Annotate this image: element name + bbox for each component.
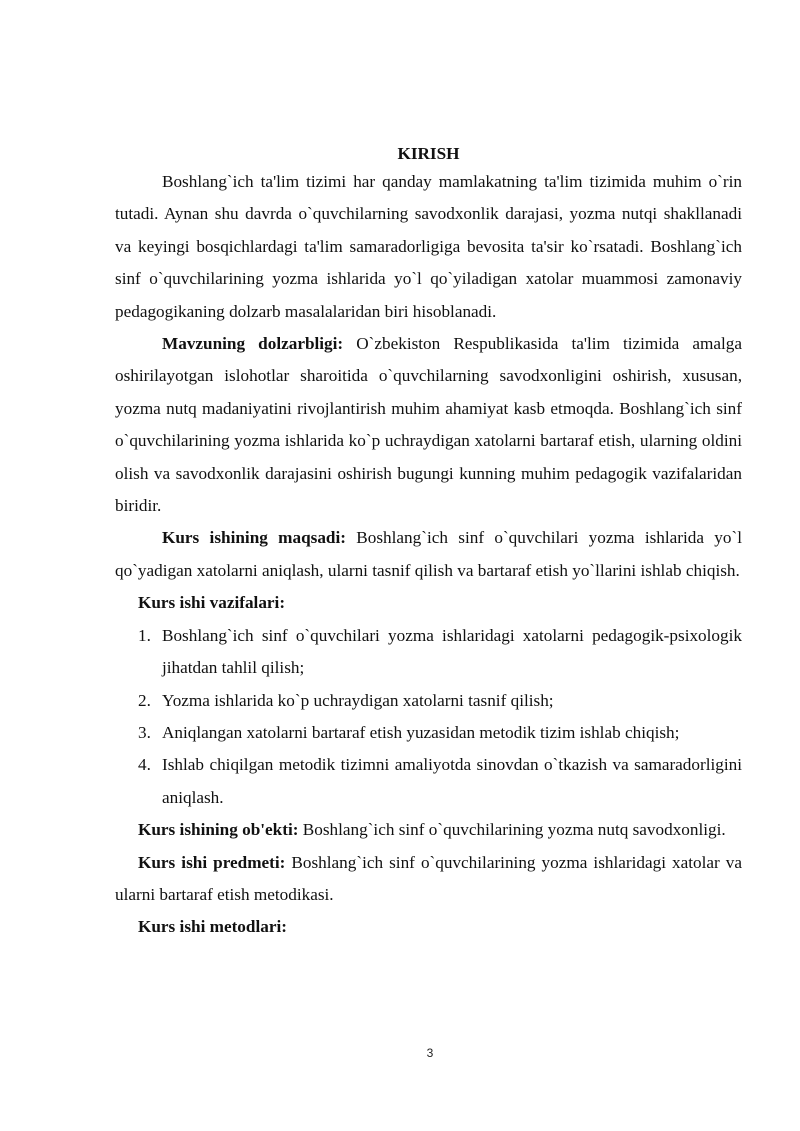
subject-paragraph	[115, 847, 742, 912]
list-item-text: Boshlang`ich sinf o`quvchilari yozma ishlaridagi xatolarni pedagogik-psixologik jihatdan tahlil qilish;	[162, 625, 742, 678]
goal-text: Boshlang`ich sinf o`quvchilari yozma ishlarida yo`l qo`yadigan xatolarni aniqlash, ularni tasnif qilish va bartaraf etish yo`llarini ishlab chiqish.	[115, 528, 742, 580]
list-item	[115, 685, 742, 717]
object-text: Boshlang`ich sinf o`quvchilarining yozma nutq savodxonligi.	[298, 820, 726, 840]
methods-heading	[115, 911, 742, 943]
relevance-text: O`zbekiston Respublikasida ta'lim tizimida amalga oshirilayotgan islohotlar sharoitida o`quvchilarning savodxonligini oshirish, xususan, yozma nutq madaniyatini rivojlantirish muhim ahamiyat kasb etmoqda. Boshlang`ich sinf o`quvchilarining yozma ishlarida ko`p uchraydigan xatolarni bartaraf etish, ularning oldini olish va savodxonlik darajasini oshirish bugungi kunning muhim pedagogik vazifalaridan biridir.	[115, 334, 742, 516]
list-item-text: Aniqlangan xatolarni bartaraf etish yuzasidan metodik tizim ishlab chiqish;	[162, 722, 680, 742]
list-item-number: 3.	[138, 722, 151, 742]
page-number: 3	[426, 1046, 434, 1060]
list-item-text: Yozma ishlarida ko`p uchraydigan xatolarni tasnif qilish;	[162, 690, 554, 710]
subject-label: Kurs ishi predmeti:	[138, 852, 286, 872]
list-item	[115, 620, 742, 685]
tasks-heading	[115, 587, 742, 619]
object-paragraph	[115, 814, 742, 846]
object-label: Kurs ishining ob'ekti:	[138, 820, 299, 840]
tasks-label: Kurs ishi vazifalari:	[138, 593, 286, 613]
intro-paragraph: Boshlang`ich ta'lim tizimi har qanday mamlakatning ta'lim tizimida muhim o`rin tutadi. Aynan shu davrda o`quvchilarning savodxonlik darajasi, yozma nutqi shakllanadi va keyingi bosqichlardagi ta'lim samaradorligiga bevosita ta'sir ko`rsatadi. Boshlang`ich sinf o`quvchilarining yozma ishlarida yo`l qo`yiladigan xatolar muammosi zamonaviy pedagogikaning dolzarb masalalaridan biri hisoblanadi.	[115, 172, 742, 321]
relevance-label: Mavzuning dolzarbligi:	[162, 334, 344, 354]
tasks-list	[115, 620, 742, 814]
page-content	[115, 142, 742, 944]
list-item	[115, 717, 742, 749]
goal-label: Kurs ishining maqsadi:	[162, 528, 346, 548]
relevance-paragraph	[115, 328, 742, 522]
section-title: KIRISH	[397, 144, 460, 163]
list-item	[115, 749, 742, 814]
goal-paragraph	[115, 522, 742, 587]
list-item-text: Ishlab chiqilgan metodik tizimni amaliyotda sinovdan o`tkazish va samaradorligini aniqlash.	[162, 755, 742, 807]
subject-text: Boshlang`ich sinf o`quvchilarining yozma ishlaridagi xatolar va ularni bartaraf etish metodikasi.	[115, 852, 742, 904]
list-item-number: 4.	[138, 755, 151, 775]
list-item-number: 2.	[138, 690, 151, 710]
methods-label: Kurs ishi metodlari:	[138, 917, 287, 937]
list-item-number: 1.	[138, 625, 151, 645]
